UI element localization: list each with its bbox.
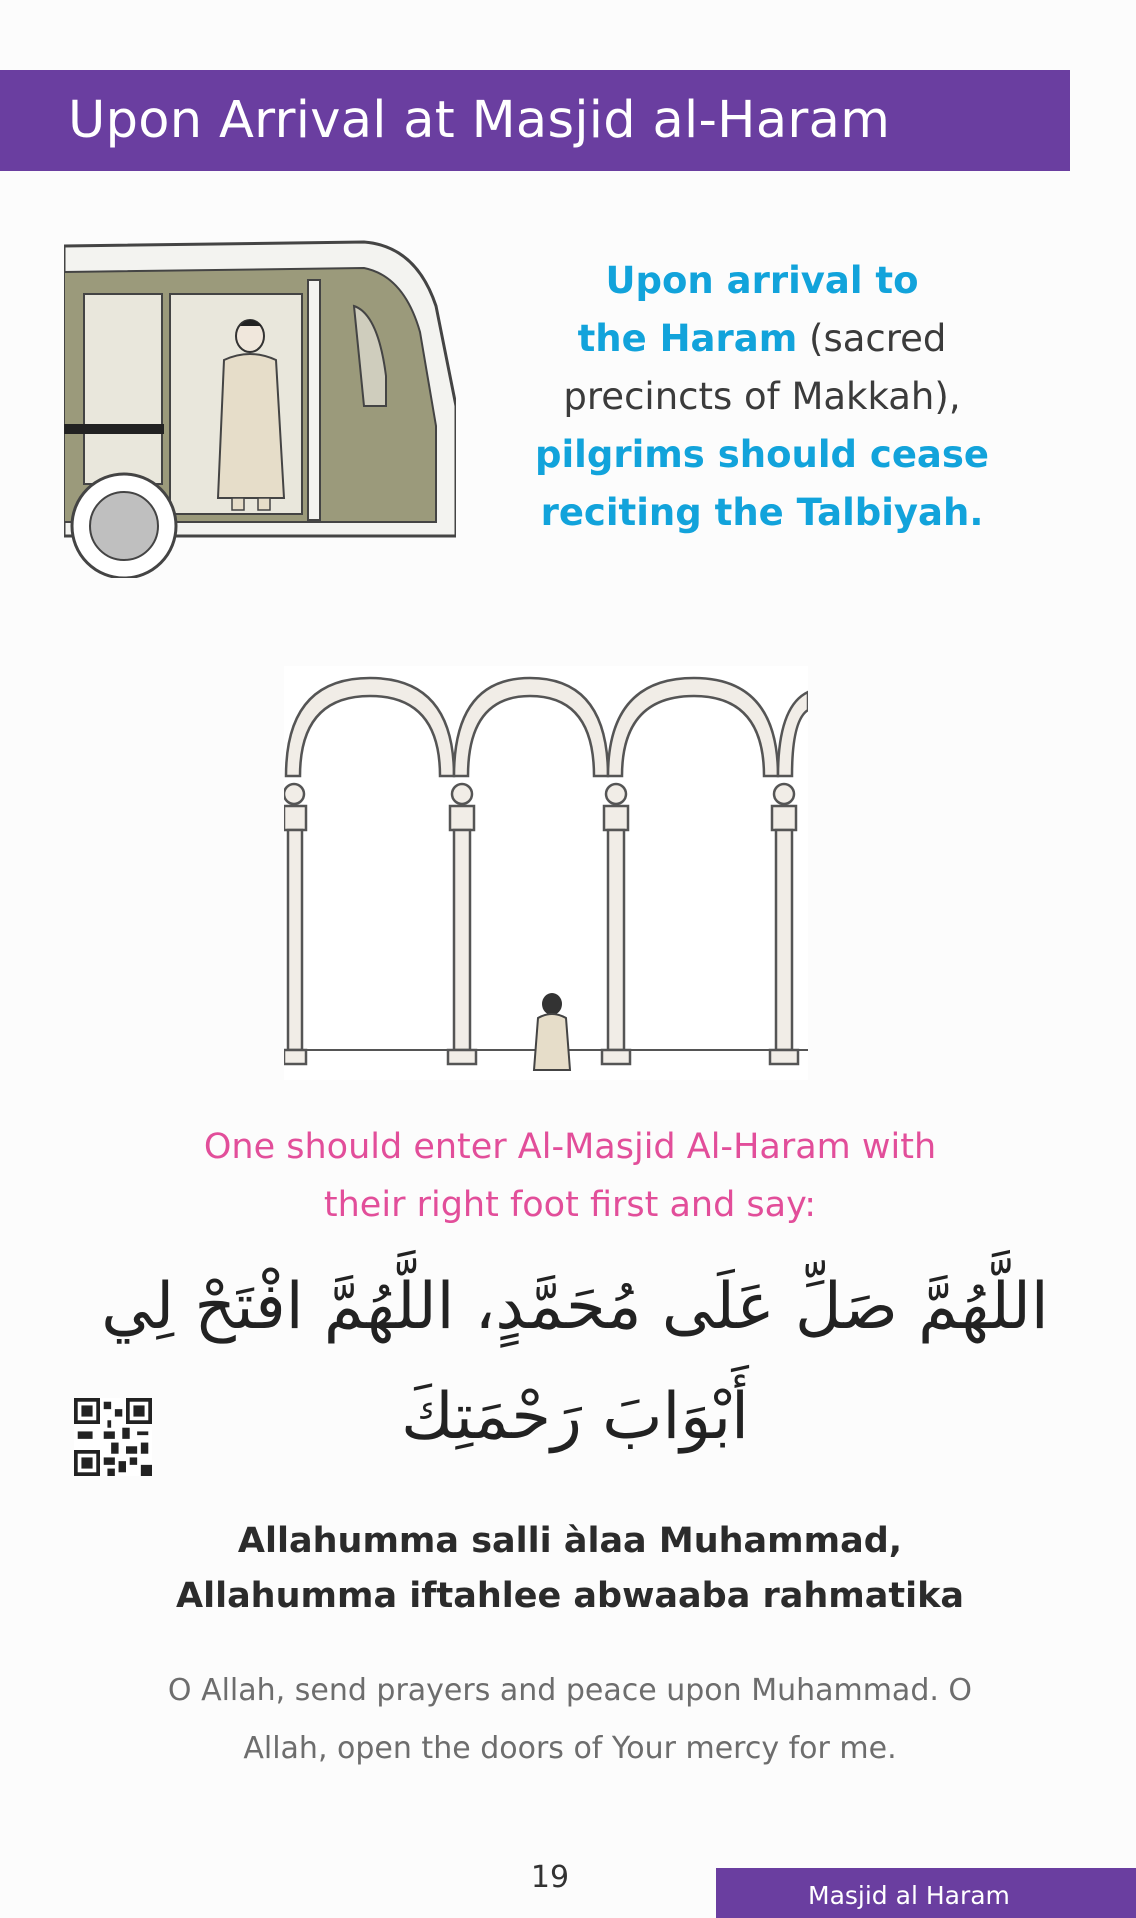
arches-illustration (284, 666, 808, 1080)
intro-line-2-highlight: the Haram (577, 317, 798, 360)
transliteration (60, 1514, 1080, 1624)
instruction-line-1: One should enter Al-Masjid Al-Haram with (203, 1127, 937, 1167)
arabic-line-1: اللَّهُمَّ صَلِّ عَلَى مُحَمَّدٍ، اللَّهُمَّ افْتَحْ لِي (101, 1270, 1049, 1344)
intro-line-1: Upon arrival to (605, 259, 919, 302)
page-number: 19 (530, 1860, 570, 1895)
instruction-line-2: their right foot first and say: (323, 1185, 817, 1225)
qr-code-icon[interactable] (74, 1398, 152, 1476)
translation-line-1: O Allah, send prayers and peace upon Muhammad. O (167, 1673, 973, 1708)
intro-line-3: precincts of Makkah), (563, 375, 961, 418)
arabic-line-2: أَبْوَابَ رَحْمَتِكَ (401, 1380, 749, 1454)
intro-line-2 (486, 310, 1038, 368)
intro-line-5: reciting the Talbiyah. (540, 491, 984, 534)
intro-line-4: pilgrims should cease (534, 433, 989, 476)
transliteration-line-1: Allahumma salli àlaa Muhammad, (237, 1521, 903, 1561)
entry-instruction (60, 1118, 1080, 1234)
intro-paragraph (486, 252, 1038, 542)
arabic-dua (70, 1252, 1080, 1472)
bus-illustration (64, 236, 456, 578)
page-title: Upon Arrival at Masjid al-Haram (68, 91, 891, 150)
section-tab: Masjid al Haram (716, 1868, 1136, 1918)
intro-line-2-rest: (sacred (797, 317, 947, 360)
transliteration-line-2: Allahumma iftahlee abwaaba rahmatika (175, 1576, 965, 1616)
title-bar (0, 70, 1070, 171)
translation-line-2: Allah, open the doors of Your mercy for me. (243, 1731, 897, 1766)
translation (70, 1662, 1070, 1778)
